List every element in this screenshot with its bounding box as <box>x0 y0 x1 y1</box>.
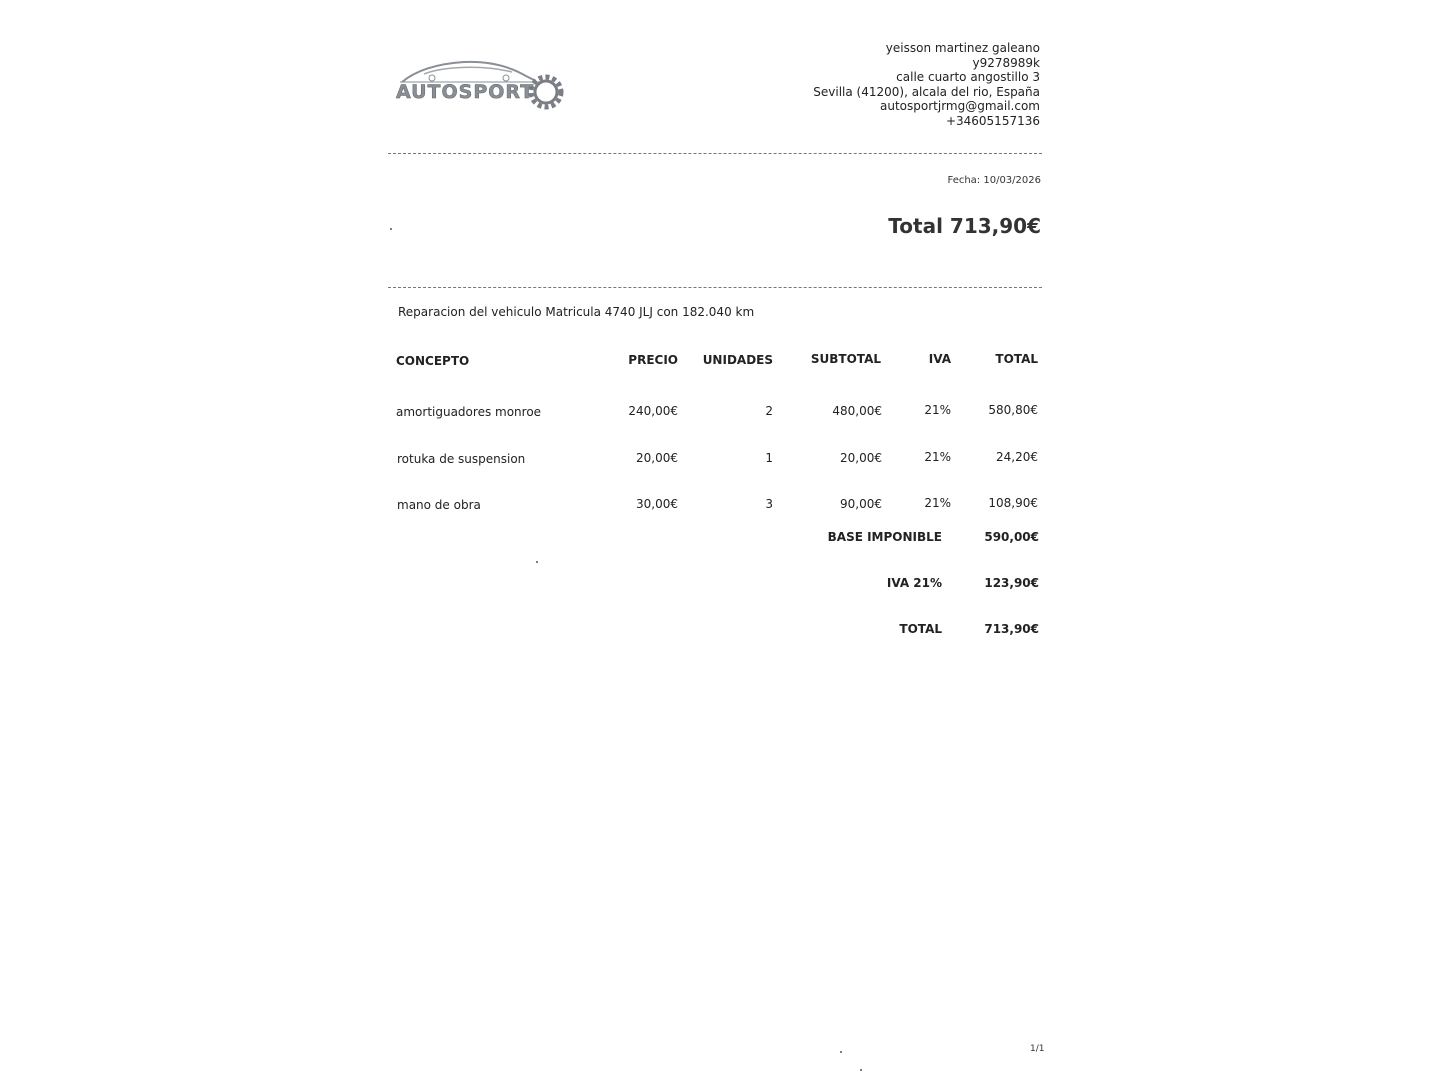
header-subtotal: SUBTOTAL <box>810 352 881 366</box>
row-2-concepto: rotuka de suspension <box>397 452 526 466</box>
row-2-subtotal: 20,00€ <box>840 451 882 465</box>
car-gear-logo-icon <box>394 56 574 120</box>
row-1-subtotal: 480,00€ <box>832 404 882 418</box>
scan-speck <box>840 1051 842 1053</box>
row-1-iva: 21% <box>924 403 951 417</box>
base-imponible-label: BASE IMPONIBLE <box>827 530 942 544</box>
row-2-iva: 21% <box>924 450 951 464</box>
autosport-logo <box>394 56 574 120</box>
company-name: yeisson martinez galeano <box>885 41 1040 55</box>
row-3-unidades: 3 <box>765 497 773 511</box>
company-info <box>780 41 1040 129</box>
company-street: calle cuarto angostillo 3 <box>896 70 1040 85</box>
row-2-precio: 20,00€ <box>636 451 678 465</box>
row-1-unidades: 2 <box>765 404 773 418</box>
iva-total-value: 123,90€ <box>984 576 1039 590</box>
grand-total-label: TOTAL <box>899 622 942 636</box>
logo-text: AUTOSPORT <box>396 81 535 103</box>
header-total: TOTAL <box>995 352 1038 366</box>
row-1-concepto: amortiguadores monroe <box>396 405 542 419</box>
invoice-total-heading: Total 713,90€ <box>888 214 1041 238</box>
scan-speck <box>860 1069 862 1071</box>
company-id: y9278989k <box>972 55 1040 70</box>
company-phone: +34605157136 <box>945 113 1040 128</box>
row-3-precio: 30,00€ <box>636 497 678 511</box>
row-1-precio: 240,00€ <box>628 404 678 418</box>
row-3-total: 108,90€ <box>988 496 1038 510</box>
row-3-concepto: mano de obra <box>397 498 481 512</box>
row-2-unidades: 1 <box>765 451 773 465</box>
row-2-total: 24,20€ <box>996 450 1038 464</box>
base-imponible-value: 590,00€ <box>984 530 1039 544</box>
company-city: Sevilla (41200), alcala del rio, España <box>813 84 1040 99</box>
divider-top <box>388 153 1042 154</box>
page-number: 1/1 <box>1030 1044 1045 1054</box>
invoice-description: Reparacion del vehiculo Matricula 4740 JLJ con 182.040 km <box>398 305 755 319</box>
iva-total-label: IVA 21% <box>886 576 942 590</box>
header-unidades: UNIDADES <box>702 353 773 367</box>
scan-speck <box>390 228 392 230</box>
row-3-subtotal: 90,00€ <box>840 497 882 511</box>
company-email: autosportjrmg@gmail.com <box>880 99 1040 114</box>
header-iva: IVA <box>928 352 951 366</box>
divider-middle <box>388 287 1042 288</box>
grand-total-value: 713,90€ <box>984 622 1039 636</box>
header-precio: PRECIO <box>628 353 678 367</box>
row-1-total: 580,80€ <box>988 403 1038 417</box>
row-3-iva: 21% <box>924 496 951 510</box>
header-concepto: CONCEPTO <box>396 354 470 368</box>
scan-speck <box>536 561 538 563</box>
invoice-date: Fecha: 10/03/2026 <box>947 175 1041 186</box>
